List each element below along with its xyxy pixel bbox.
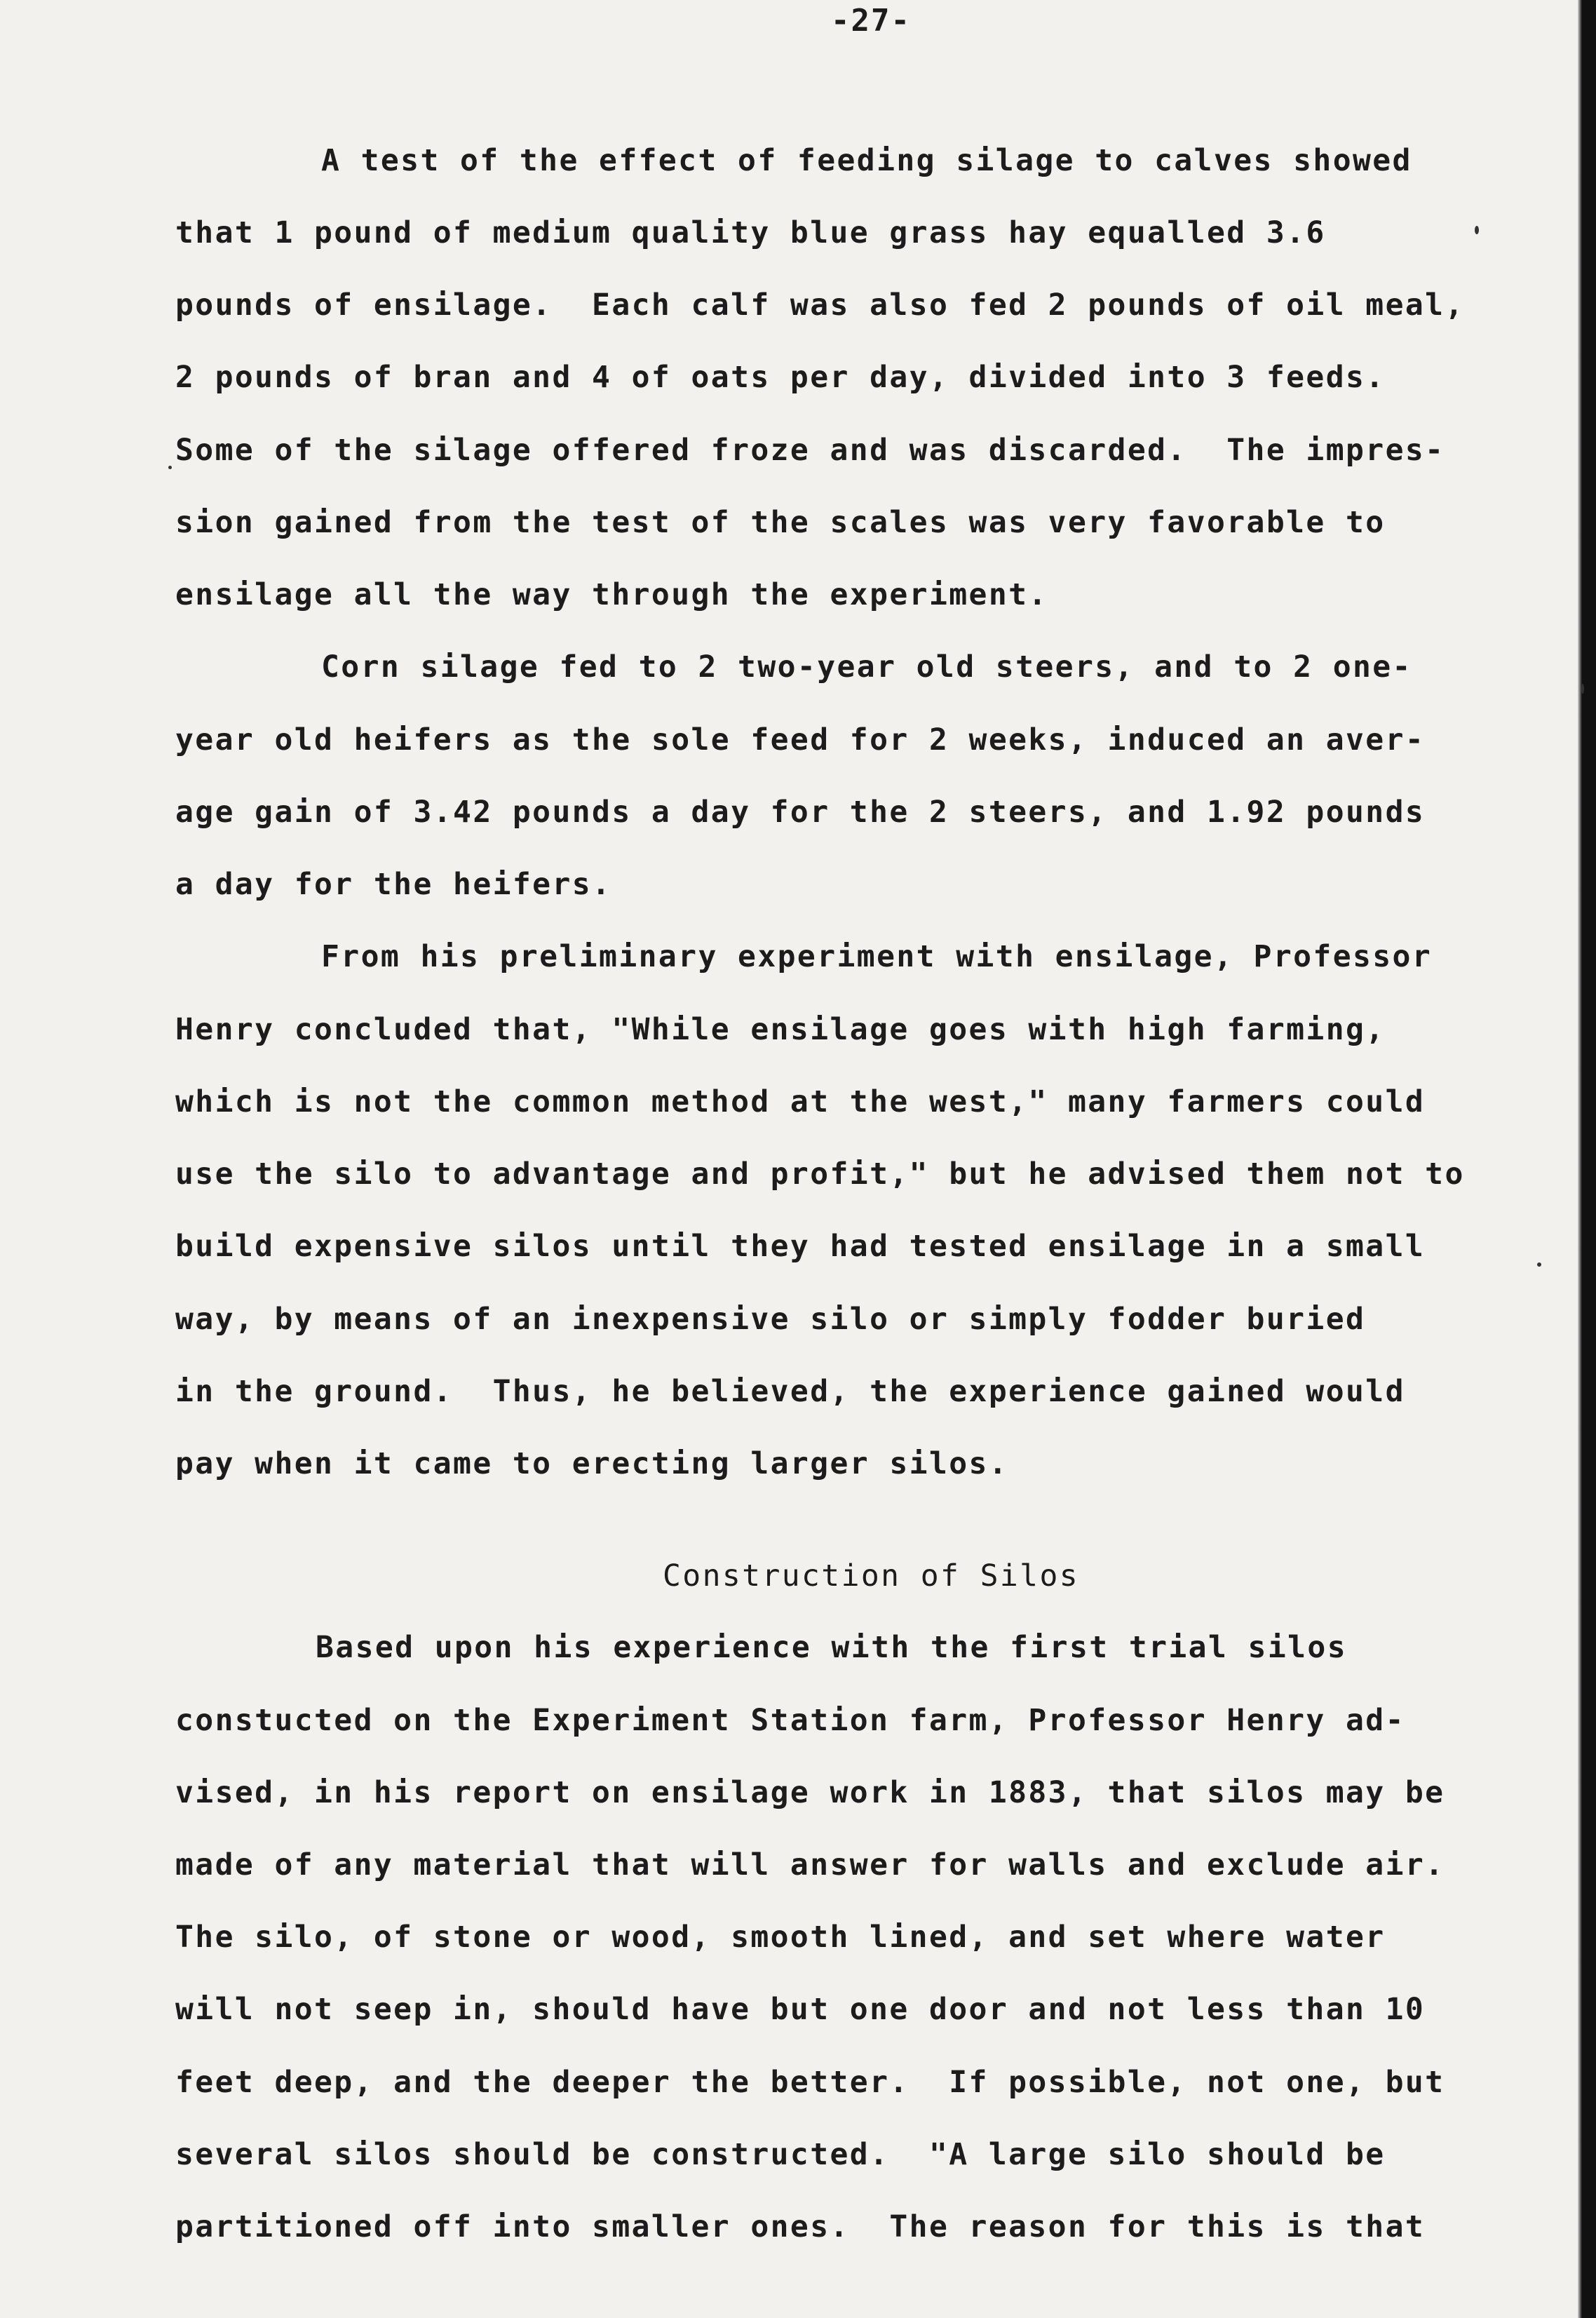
text-line: pay when it came to erecting larger silos. [175, 1446, 1009, 1481]
ink-speck [168, 466, 172, 469]
text-line: partitioned off into smaller ones. The reason for this is that [175, 2209, 1426, 2244]
text-line: constucted on the Experiment Station farm, Professor Henry ad- [175, 1703, 1405, 1738]
text-line: feet deep, and the deeper the better. If possible, not one, but [175, 2065, 1445, 2100]
scan-border [1578, 0, 1596, 2318]
text-line: From his preliminary experiment with ensilage, Professor [321, 939, 1433, 974]
text-line: sion gained from the test of the scales was very favorable to [175, 505, 1386, 540]
page-number: -27- [831, 3, 911, 39]
text-line: vised, in his report on ensilage work in 1883, that silos may be [175, 1775, 1445, 1810]
text-line: a day for the heifers. [175, 867, 612, 902]
section-heading: Construction of Silos [663, 1558, 1080, 1593]
text-line: way, by means of an inexpensive silo or simply fodder buried [175, 1302, 1366, 1337]
text-line: year old heifers as the sole feed for 2 weeks, induced an aver- [175, 722, 1426, 757]
text-line: pounds of ensilage. Each calf was also fed 2 pounds of oil meal, [175, 288, 1465, 323]
text-line: Based upon his experience with the first trial silos [316, 1630, 1347, 1665]
text-line: will not seep in, should have but one door and not less than 10 [175, 1992, 1426, 2027]
ink-speck [1581, 684, 1584, 694]
text-line: Corn silage fed to 2 two-year old steers, and to 2 one- [321, 649, 1412, 685]
text-line: build expensive silos until they had tested ensilage in a small [175, 1229, 1426, 1264]
text-line: A test of the effect of feeding silage to calves showed [321, 143, 1412, 178]
text-line: that 1 pound of medium quality blue grass hay equalled 3.6 [175, 215, 1326, 250]
text-line: which is not the common method at the west," many farmers could [175, 1084, 1426, 1119]
text-line: several silos should be constructed. "A large silo should be [175, 2137, 1386, 2172]
text-line: 2 pounds of bran and 4 of oats per day, divided into 3 feeds. [175, 360, 1386, 395]
ink-speck [1475, 226, 1479, 234]
text-line: use the silo to advantage and profit," but he advised them not to [175, 1157, 1465, 1192]
text-line: age gain of 3.42 pounds a day for the 2 steers, and 1.92 pounds [175, 795, 1426, 830]
ink-speck [1537, 1262, 1541, 1267]
text-line: ensilage all the way through the experiment. [175, 577, 1048, 612]
text-line: in the ground. Thus, he believed, the experience gained would [175, 1374, 1405, 1409]
text-line: The silo, of stone or wood, smooth lined, and set where water [175, 1920, 1386, 1955]
text-line: made of any material that will answer for walls and exclude air. [175, 1847, 1445, 1882]
text-line: Some of the silage offered froze and was discarded. The impres- [175, 433, 1445, 468]
text-line: Henry concluded that, "While ensilage goes with high farming, [175, 1012, 1386, 1047]
